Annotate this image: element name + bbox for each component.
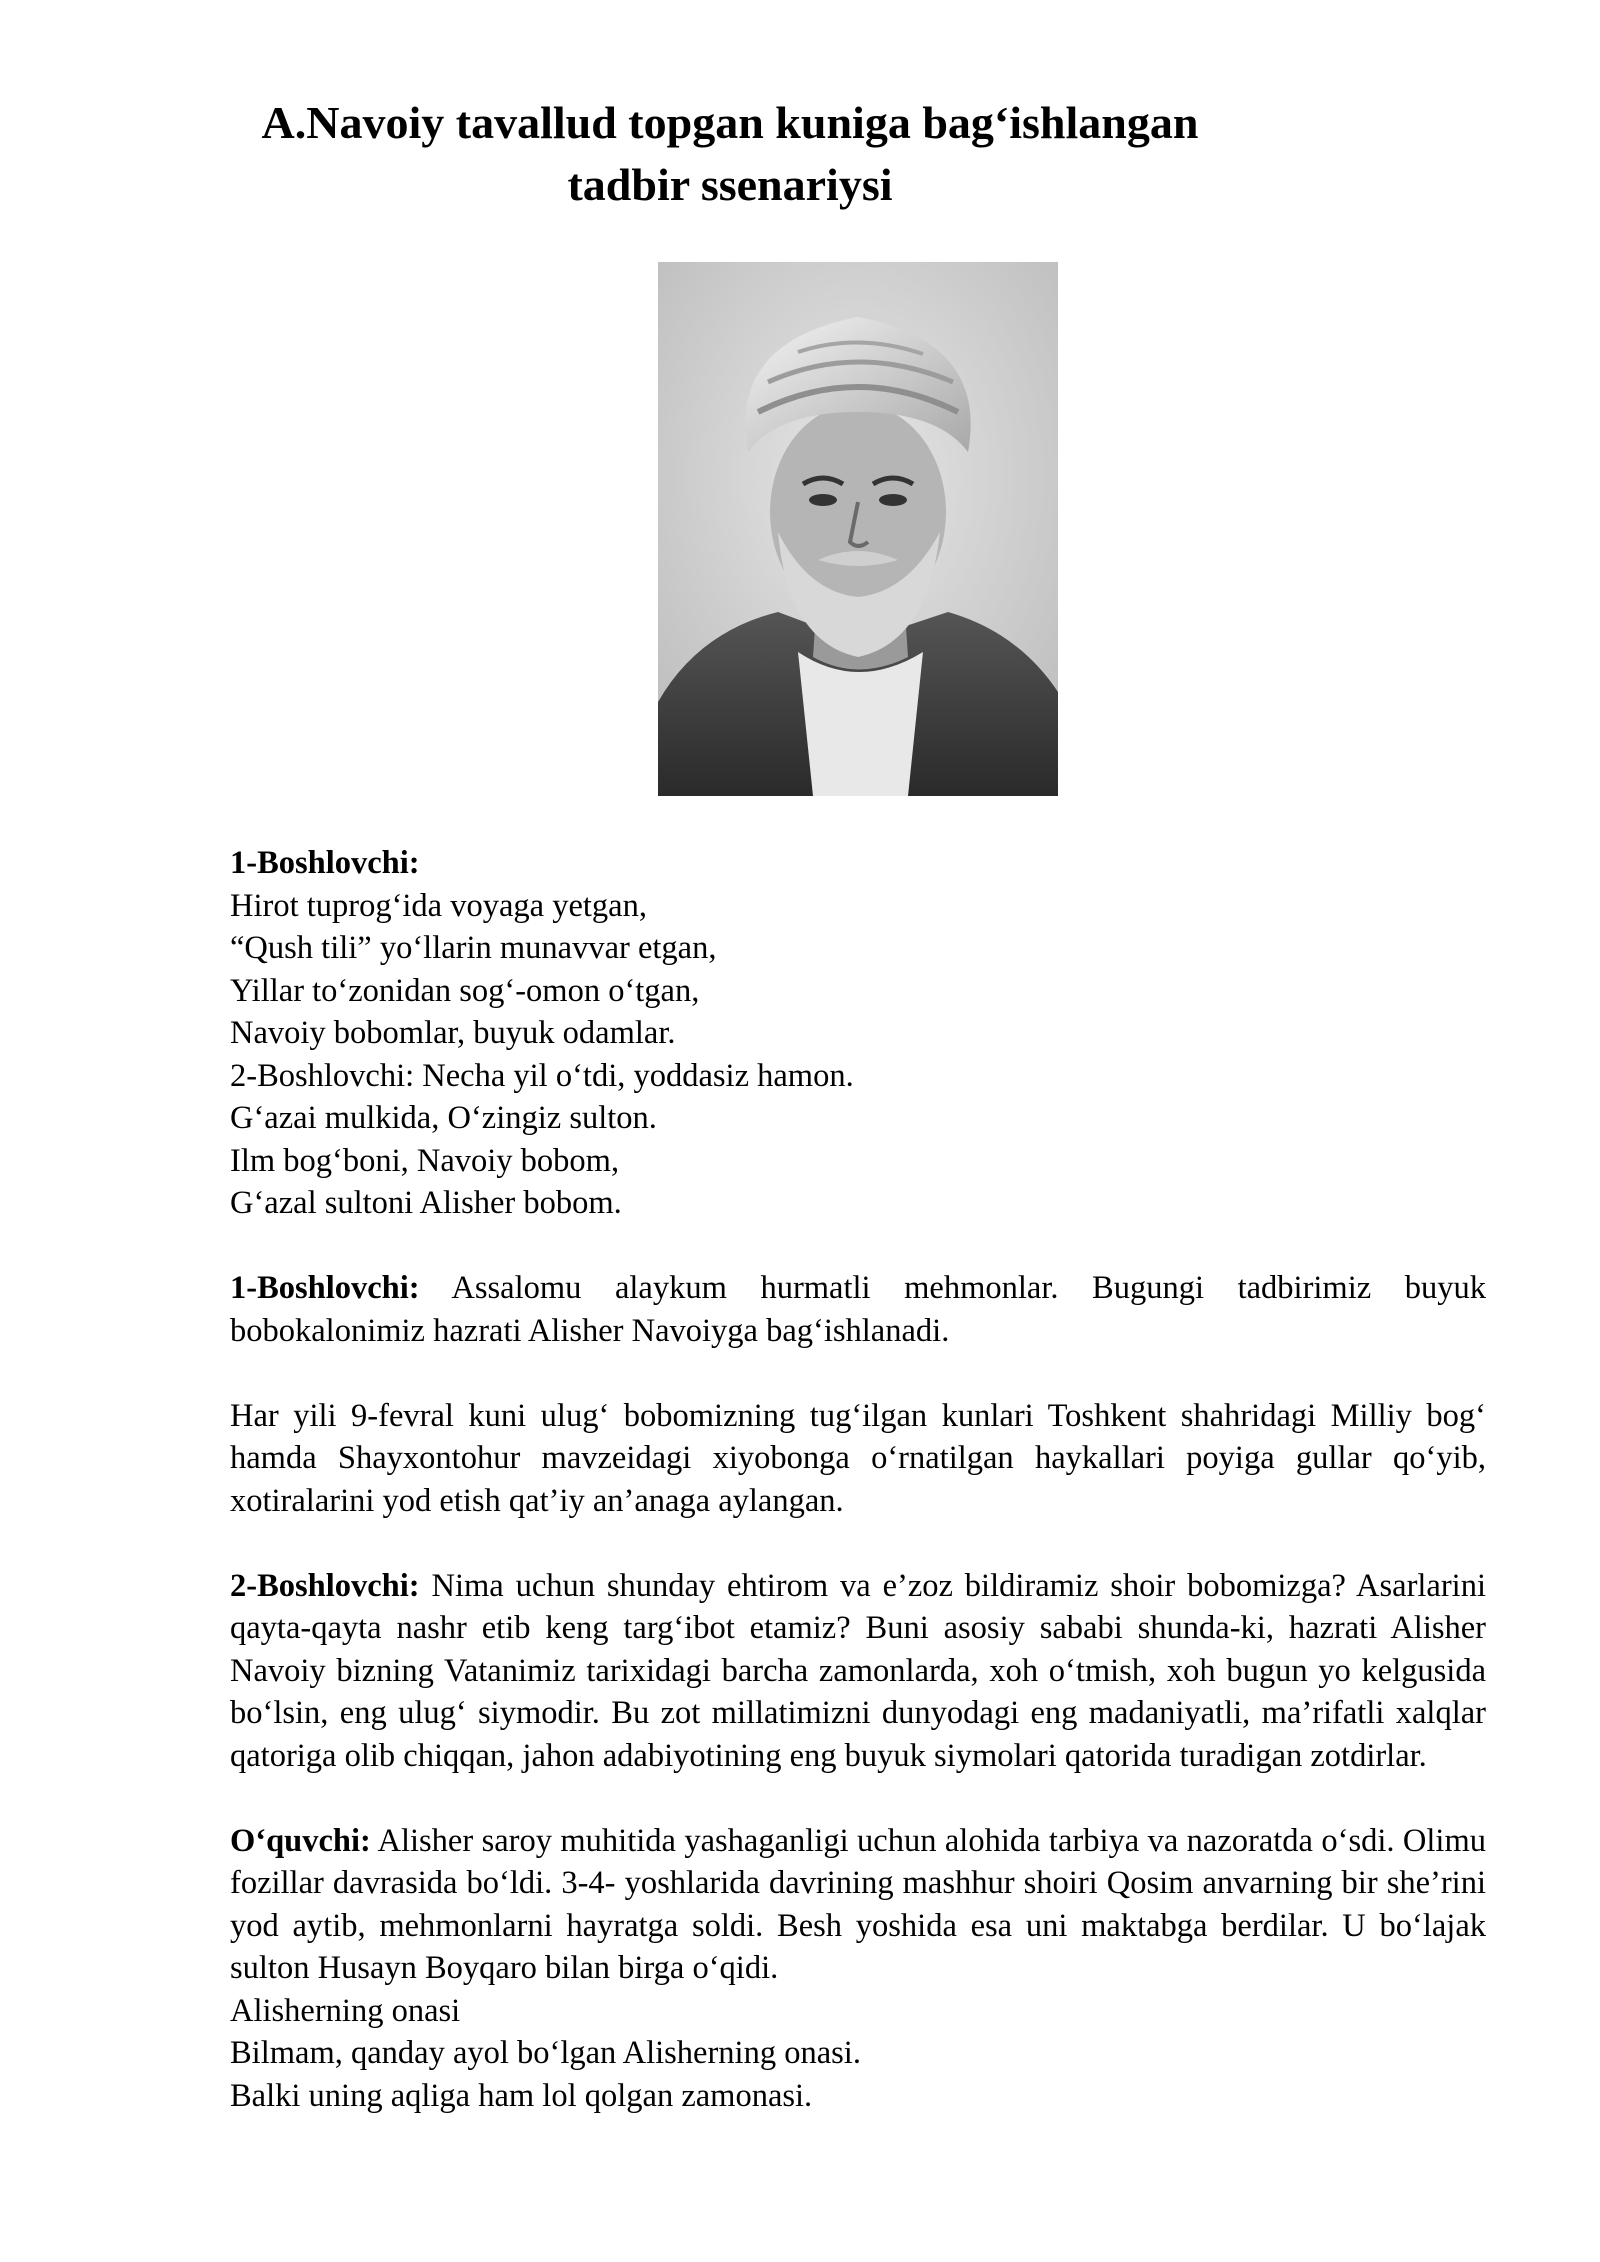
speaker-label: 2-Boshlovchi: [230, 1567, 420, 1604]
paragraph-text: Har yili 9-fevral kuni ulug‘ bobomizning tug‘ilgan kunlari Toshkent shahridagi Milliy bog‘ hamda Shayxontohur mavzeidagi xiyobonga o‘rnatilgan haykallari poyiga gullar qo‘yib, xotiralarini yod etish qat’iy an’anaga aylangan. [230, 1397, 1486, 1519]
poem-line: 2-Boshlovchi: Necha yil o‘tdi, yoddasiz hamon. [230, 1057, 854, 1094]
speaker-label: O‘quvchi: [230, 1822, 371, 1859]
poem-section-2 [230, 1990, 1486, 2118]
paragraph-greeting [230, 1267, 1486, 1352]
poem-line: Yillar to‘zonidan sog‘-omon o‘tgan, [230, 972, 700, 1009]
paragraph-childhood [230, 1820, 1486, 1990]
speaker-label: 1-Boshlovchi: [230, 1270, 420, 1306]
poem-line: Alisherning onasi [230, 1992, 461, 2029]
poem-line: Hirot tuprog‘ida voyaga yetgan, [230, 887, 647, 924]
poem-line: G‘azal sultoni Alisher bobom. [230, 1185, 622, 1221]
poem-line: Navoiy bobomlar, buyuk odamlar. [230, 1015, 676, 1051]
poem-line: “Qush tili” yo‘llarin munavvar etgan, [230, 930, 717, 966]
navoiy-portrait-icon [658, 262, 1058, 796]
speaker-label: 1-Boshlovchi: [230, 845, 420, 881]
document-body [230, 842, 1486, 2117]
paragraph-text: Alisher saroy muhitida yashaganligi uchun alohida tarbiya va nazoratda o‘sdi. Olimu fozillar davrasida bo‘ldi. 3-4- yoshlarida davrining mashhur shoiri Qosim anvarning bir she’rini yod aytib, mehmonlarni hayratga soldi. Besh yoshida esa uni maktabga berdilar. U bo‘lajak sulton Husayn Boyqaro bilan birga o‘qidi. [230, 1822, 1486, 1986]
paragraph-text: Assalomu alaykum hurmatli mehmonlar. Bugungi tadbirimiz buyuk bobokalonimiz hazrati Alisher Navoiyga bag‘ishlanadi. [230, 1270, 1486, 1349]
poem-line: Balki uning aqliga ham lol qolgan zamonasi. [230, 2077, 813, 2114]
document-title: A.Navoiy tavallud topgan kuniga bag‘ishlangan tadbir ssenariysi [261, 97, 1199, 210]
poem-line: Ilm bog‘boni, Navoiy bobom, [230, 1142, 620, 1179]
paragraph-respect [230, 1565, 1486, 1778]
poem-line: Bilmam, qanday ayol bo‘lgan Alisherning onasi. [230, 2035, 861, 2071]
paragraph-text: Nima uchun shunday ehtirom va e’zoz bildiramiz shoir bobomizga? Asarlarini qayta-qayta nashr etib keng targ‘ibot etamiz? Buni asosiy sababi shunda-ki, hazrati Alisher Navoiy bizning Vatanimiz tarixidagi barcha zamonlarda, xoh o‘tmish, xoh bugun yo kelgusida bo‘lsin, eng ulug‘ siymodir. Bu zot millatimizni dunyodagi eng madaniyatli, ma’rifatli xalqlar qatoriga olib chiqqan, jahon adabiyotining eng buyuk siymolari qatorida turadigan zotdirlar. [230, 1567, 1486, 1774]
poem-section-1 [230, 842, 1486, 1225]
paragraph-tradition [230, 1395, 1486, 1523]
poem-line: G‘azai mulkida, O‘zingiz sulton. [230, 1100, 657, 1136]
